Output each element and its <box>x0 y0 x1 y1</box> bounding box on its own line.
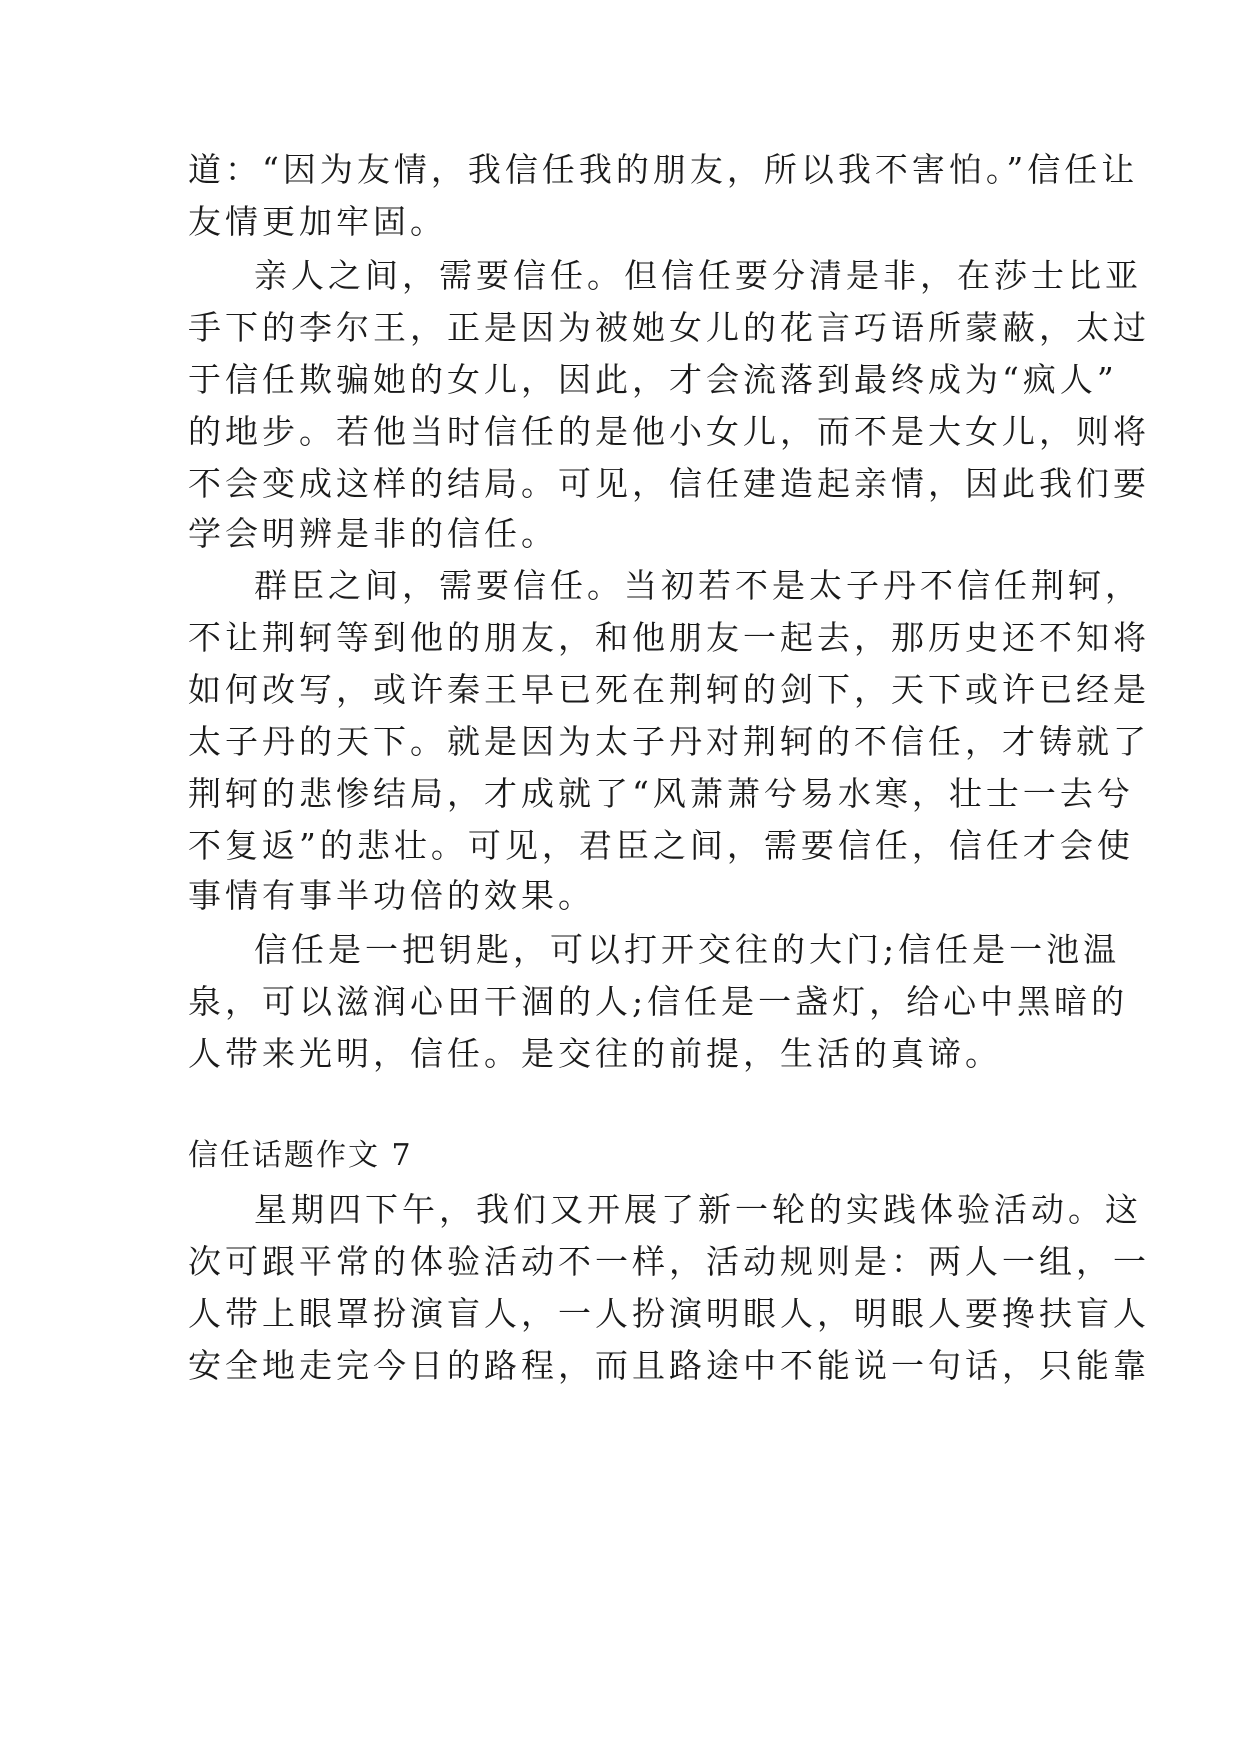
text-line: 学会明辨是非的信任。 <box>188 514 558 553</box>
text-line: 的地步。若他当时信任的是他小女儿，而不是大女儿，则将 <box>188 412 1150 451</box>
text-line: 人带来光明，信任。是交往的前提，生活的真谛。 <box>188 1034 1002 1073</box>
text-line: 太子丹的天下。就是因为太子丹对荆轲的不信任，才铸就了 <box>188 722 1150 761</box>
paragraph-start-line: 信任是一把钥匙，可以打开交往的大门;信任是一池温 <box>254 930 1121 969</box>
text-line: 不复返”的悲壮。可见，君臣之间，需要信任，信任才会使 <box>188 826 1134 865</box>
text-line: 手下的李尔王，正是因为被她女儿的花言巧语所蒙蔽，太过 <box>188 308 1150 347</box>
text-line: 事情有事半功倍的效果。 <box>188 876 595 915</box>
text-line: 人带上眼罩扮演盲人，一人扮演明眼人，明眼人要搀扶盲人 <box>188 1294 1150 1333</box>
text-line: 道：“因为友情，我信任我的朋友，所以我不害怕。”信任让 <box>188 150 1139 189</box>
text-line: 于信任欺骗她的女儿，因此，才会流落到最终成为“疯人” <box>188 360 1118 399</box>
paragraph-start-line: 群臣之间，需要信任。当初若不是太子丹不信任荆轲， <box>254 566 1142 605</box>
text-line: 荆轲的悲惨结局，才成就了“风萧萧兮易水寒，壮士一去兮 <box>188 774 1134 813</box>
text-line: 友情更加牢固。 <box>188 202 447 241</box>
text-line: 不会变成这样的结局。可见，信任建造起亲情，因此我们要 <box>188 464 1150 503</box>
text-line: 次可跟平常的体验活动不一样，活动规则是：两人一组，一 <box>188 1242 1150 1281</box>
paragraph-start-line: 星期四下午，我们又开展了新一轮的实践体验活动。这 <box>254 1190 1142 1229</box>
text-line: 安全地走完今日的路程，而且路途中不能说一句话，只能靠 <box>188 1346 1150 1385</box>
text-line: 如何改写，或许秦王早已死在荆轲的剑下，天下或许已经是 <box>188 670 1150 709</box>
text-line: 泉，可以滋润心田干涸的人;信任是一盏灯，给心中黑暗的 <box>188 982 1129 1021</box>
text-line: 不让荆轲等到他的朋友，和他朋友一起去，那历史还不知将 <box>188 618 1150 657</box>
section-heading: 信任话题作文 7 <box>188 1138 413 1173</box>
paragraph-start-line: 亲人之间，需要信任。但信任要分清是非，在莎士比亚 <box>254 256 1142 295</box>
